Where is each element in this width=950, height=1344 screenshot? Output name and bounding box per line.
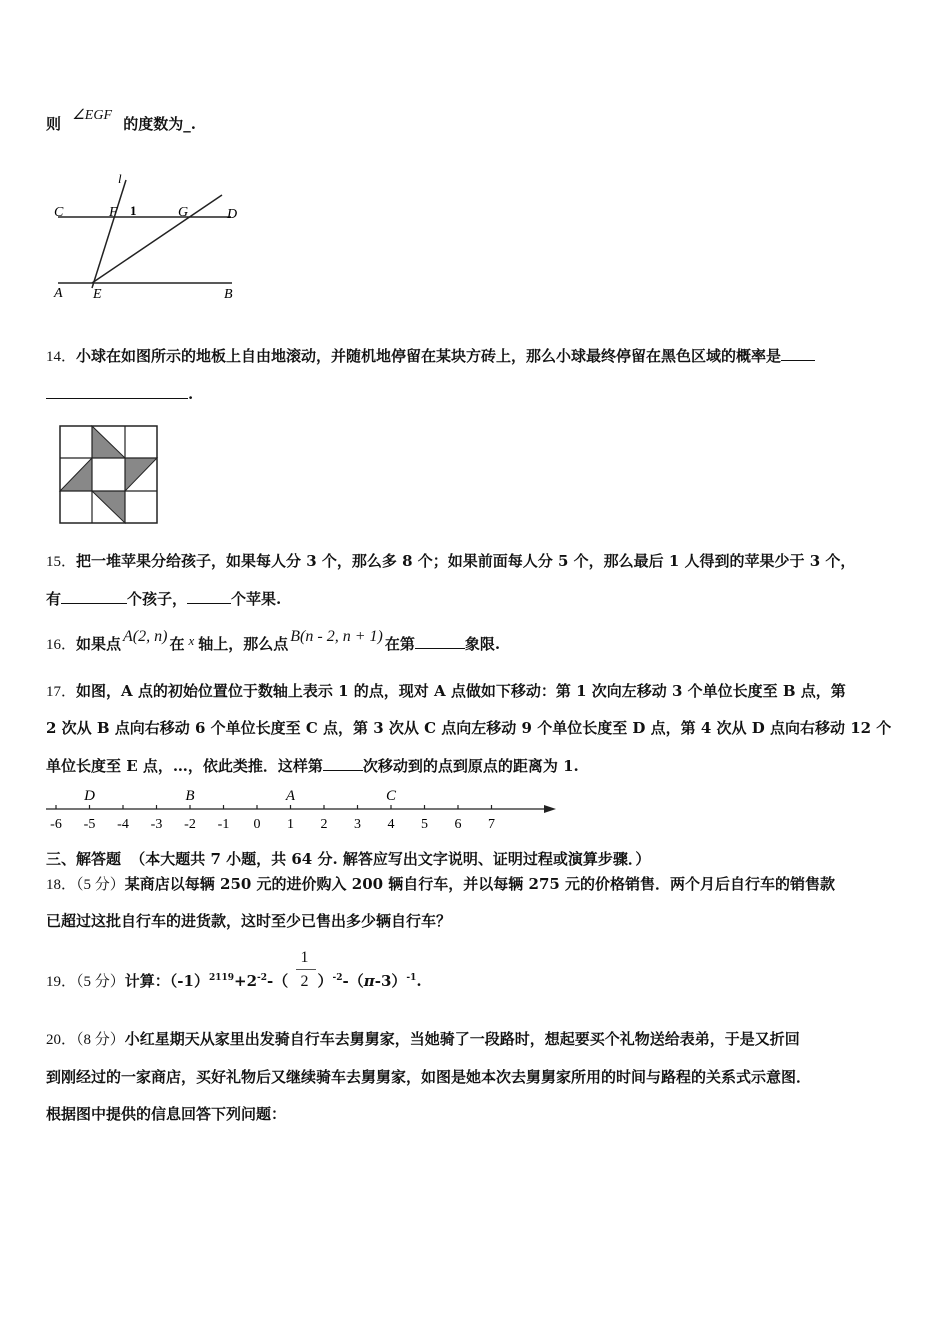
- q17-number-line: [44, 784, 564, 834]
- q13-prefix: 则: [46, 115, 62, 133]
- q16-point-a: A(2, n): [123, 628, 168, 645]
- tick-label: 4: [387, 817, 395, 832]
- shaded-triangle-top: [92, 426, 125, 458]
- q19-c: -（: [267, 972, 289, 990]
- q17-line1: [46, 681, 846, 702]
- q16-text-b: 在: [169, 635, 185, 653]
- q17-number: 17．: [46, 684, 77, 700]
- q16-text-e: 象限.: [464, 635, 501, 653]
- tick-label: 6: [454, 817, 462, 832]
- label-d: D: [227, 207, 238, 222]
- q19-e: -（: [342, 972, 364, 990]
- q19-exp3: -2: [332, 973, 343, 983]
- q19-a: 计算：（-1）: [124, 972, 209, 990]
- q20-line3: [46, 1104, 286, 1124]
- q15-line2-b: 个孩子，: [127, 590, 188, 608]
- q19-line: [46, 949, 422, 992]
- q14-text: 小球在如图所示的地板上自由地滚动，并随机地停留在某块方砖上，那么小球最终停留在黑色区域的概率是: [76, 347, 782, 365]
- q16-point-b: B(n - 2, n + 1): [290, 628, 383, 645]
- q19-f: -3）: [374, 972, 407, 990]
- q17-line3-b: 次移动到的点到原点的距离为 1.: [362, 757, 579, 775]
- q19-exp2: -2: [257, 973, 268, 983]
- q19-d: ）: [317, 972, 333, 990]
- label-b: B: [224, 287, 233, 302]
- q20-number: 20．: [46, 1032, 77, 1048]
- q18-line2: [46, 911, 451, 931]
- q15-line2-a: 有: [46, 590, 62, 608]
- q19-frac-num: 1: [300, 949, 309, 966]
- label-1: 1: [130, 203, 137, 218]
- tick-label: 0: [253, 817, 261, 832]
- q17-line3-a: 单位长度至 E 点，…，依此类推．这样第: [46, 757, 323, 775]
- q19-pi: π: [363, 972, 375, 990]
- q15-line1: [46, 551, 855, 572]
- q14-blank-a: [781, 346, 815, 361]
- label-c: C: [54, 205, 64, 220]
- q20-line2-text: 到刚经过的一家商店，买好礼物后又继续骑车去舅舅家，如图是她本次去舅舅家所用的时间与路程的关系式示意图．: [46, 1068, 812, 1086]
- q18-line1-text: 某商店以每辆 250 元的进价购入 200 辆自行车，并以每辆 275 元的价格销售．两个月后自行车的销售款: [124, 875, 836, 893]
- q15-line1-text: 把一堆苹果分给孩子，如果每人分 3 个，那么多 8 个；如果前面每人分 5 个，那么最后 1 人得到的苹果少于 3 个，: [76, 552, 856, 570]
- q14-line2: [46, 384, 193, 404]
- tick-label: 2: [320, 817, 328, 832]
- q17-line1-text: 如图，A 点的初始位置位于数轴上表示 1 的点，现对 A 点做如下移动：第 1 次向左移动 3 个单位长度至 B 点，第: [76, 682, 846, 700]
- q20-score: （8 分）: [76, 1032, 125, 1048]
- point-label-a: A: [285, 788, 296, 804]
- q18-line2-text: 已超过这批自行车的进货款，这时至少已售出多少辆自行车？: [46, 912, 452, 930]
- q14-blank-b: [46, 384, 188, 399]
- q13-suffix: 的度数为_.: [123, 115, 196, 133]
- q19-frac-bar: [296, 969, 316, 970]
- q19-exp1: 2119: [208, 973, 235, 983]
- label-g: G: [178, 205, 189, 220]
- q20-line1: [46, 1029, 800, 1050]
- q19-score: （5 分）: [76, 974, 125, 990]
- shaded-triangle-right: [125, 458, 157, 491]
- q20-line3-text: 根据图中提供的信息回答下列问题：: [46, 1105, 287, 1123]
- q15-line2-c: 个苹果.: [231, 590, 282, 608]
- q15-blank-children: [61, 589, 127, 604]
- tick-label: -5: [83, 817, 96, 832]
- tick-label: -6: [50, 817, 62, 832]
- label-e: E: [93, 287, 102, 302]
- tick-label: 5: [421, 817, 428, 832]
- label-l: l: [118, 171, 122, 186]
- tick-label: -4: [117, 817, 129, 832]
- q18-number: 18．: [46, 877, 77, 893]
- q16-text-a: 如果点: [76, 635, 122, 653]
- q15-line2: [46, 589, 281, 609]
- q17-line3: [46, 756, 579, 776]
- q18-line1: [46, 874, 835, 895]
- q13-line: [46, 108, 196, 136]
- q17-line2-text: 2 次从 B 点向右移动 6 个单位长度至 C 点，第 3 次从 C 点向左移动 9 个单位长度至 D 点，第 4 次从 D 点向右移动 12 个: [46, 719, 892, 737]
- point-label-b: B: [185, 788, 195, 804]
- q19-g: .: [416, 972, 422, 990]
- tick-label: -2: [184, 817, 196, 832]
- tile-grid-outline: [60, 426, 157, 523]
- tick-label: -1: [217, 817, 230, 832]
- section3-note: （本大题共 7 小题，共 64 分. 解答应写出文字说明、证明过程或演算步骤．）: [130, 850, 651, 868]
- q15-number: 15．: [46, 554, 77, 570]
- q19-exp4: -1: [406, 973, 417, 983]
- q19-b: +2: [234, 972, 258, 990]
- q15-blank-apples: [187, 589, 231, 604]
- q14-tile-figure: [58, 424, 160, 526]
- q18-score: （5 分）: [76, 877, 125, 893]
- q16-text-c: 轴上，那么点: [198, 635, 289, 653]
- q14-end: .: [188, 385, 194, 403]
- q16-number: 16．: [46, 637, 77, 653]
- q17-blank: [323, 756, 363, 771]
- q20-line2: [46, 1067, 811, 1087]
- q16-axis: x: [188, 633, 195, 648]
- q19-frac-den: 2: [300, 973, 309, 990]
- tick-label: 3: [354, 817, 361, 832]
- tick-label: 7: [488, 817, 495, 832]
- label-f: F: [109, 205, 118, 220]
- q19-number: 19．: [46, 974, 77, 990]
- tick-label: 1: [287, 817, 294, 832]
- q14-number: 14．: [46, 349, 77, 365]
- label-a: A: [54, 286, 63, 301]
- shaded-triangle-left: [60, 458, 92, 491]
- shaded-triangle-bottom: [92, 491, 125, 523]
- q16-line: [46, 628, 501, 655]
- q16-text-d: 在第: [384, 635, 415, 653]
- point-label-c: C: [385, 788, 397, 804]
- number-line-arrow: [544, 805, 556, 813]
- q20-line1-text: 小红星期天从家里出发骑自行车去舅舅家，当她骑了一段路时，想起要买个礼物送给表弟，于是又折回: [124, 1030, 800, 1048]
- q13-angle: ∠EGF: [72, 108, 113, 123]
- q14-line1: [46, 346, 815, 367]
- q19-fraction: [294, 949, 318, 992]
- q17-line2: [46, 718, 891, 738]
- section3-heading: [46, 849, 650, 869]
- q13-figure: [46, 170, 246, 305]
- q16-blank: [415, 634, 465, 649]
- point-label-d: D: [84, 788, 95, 804]
- section3-title: 三、解答题: [46, 850, 122, 868]
- tick-label: -3: [150, 817, 163, 832]
